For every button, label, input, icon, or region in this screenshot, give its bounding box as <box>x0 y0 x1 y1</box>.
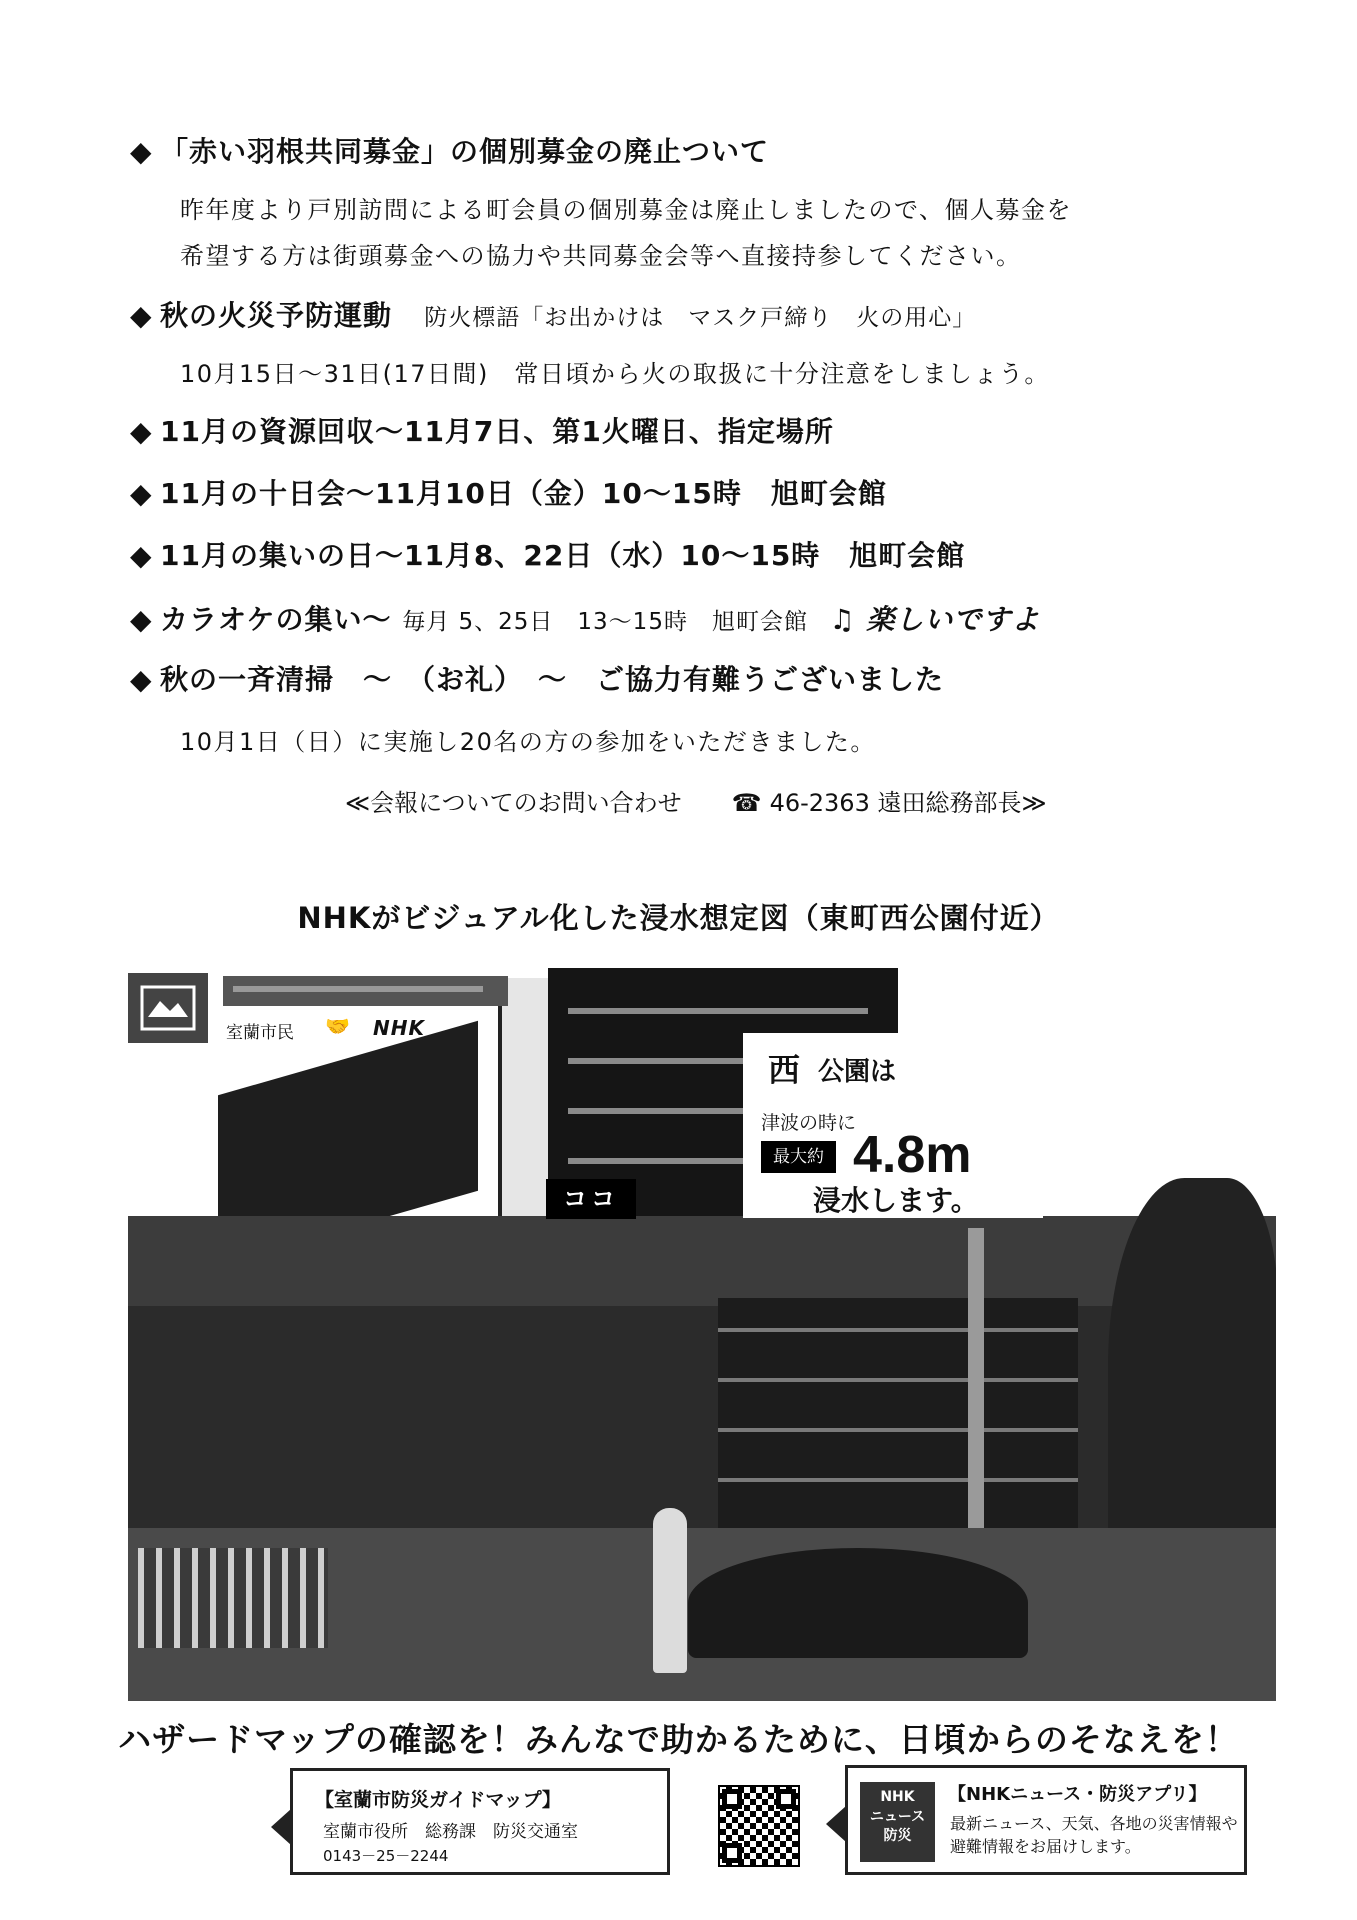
notice-title: 「赤い羽根共同募金」の個別募金の廃止ついて <box>160 135 770 168</box>
notice-title: カラオケの集い～ <box>160 603 392 636</box>
contact-line <box>345 783 1047 818</box>
campaign-banner <box>223 976 508 1006</box>
notice-detail: 希望する方は街頭募金への協力や共同募金会等へ直接持参してください。 <box>180 242 1022 270</box>
diamond-bullet-icon: ◆ <box>130 415 153 448</box>
section-title: NHKがビジュアル化した浸水想定図（東町西公園付近） <box>297 901 1060 935</box>
flood-label: 浸水します。 <box>813 1184 979 1217</box>
qr-finder <box>776 1789 796 1809</box>
photo-fence <box>138 1548 328 1648</box>
telephone-icon: ☎ <box>731 789 762 817</box>
balcony-stripe <box>718 1378 1078 1382</box>
app-icon-line: ニュース <box>869 1808 926 1825</box>
guide-office: 室蘭市役所 総務課 防災交通室 <box>323 1822 578 1842</box>
notice-item <box>130 534 965 574</box>
notice-title: 秋の一斉清掃 ～ （お礼） ～ ご協力有難うございました <box>160 663 945 696</box>
notice-title: 11月の資源回収～11月7日、第1火曜日、指定場所 <box>160 415 834 448</box>
park-kanji: 西 <box>768 1051 801 1089</box>
contact-tel: 46-2363 遠田総務部長≫ <box>769 789 1047 817</box>
notice-item <box>130 598 1040 638</box>
notice-item <box>130 294 976 334</box>
park-label: 公園は <box>818 1057 897 1087</box>
nhk-logo: NHK <box>373 1016 425 1040</box>
photo-apartments <box>718 1298 1078 1548</box>
fire-slogan: 防火標語「お出かけは マスク戸締り 火の用心」 <box>424 305 977 331</box>
notice-detail: 昨年度より戸別訪問による町会員の個別募金は廃止しましたので、個人募金を <box>180 196 1073 224</box>
hazard-slogan: ハザードマップの確認を！みんなで助かるために、日頃からのそなえを！ <box>118 1720 1239 1759</box>
notice-detail: 10月1日（日）に実施し20名の方の参加をいただきました。 <box>180 728 876 756</box>
notice-title: 11月の十日会～11月10日（金）10～15時 旭町会館 <box>160 477 887 510</box>
banner-pattern-icon <box>233 982 493 996</box>
tsunami-label: 津波の時に <box>761 1112 857 1134</box>
notice-title: 11月の集いの日～11月8、22日（水）10～15時 旭町会館 <box>160 539 966 572</box>
qr-finder <box>722 1789 742 1809</box>
guide-map-box <box>290 1768 670 1875</box>
notice-title: 秋の火災予防運動 <box>160 299 393 332</box>
balcony-stripe <box>718 1428 1078 1432</box>
app-description: 最新ニュース、天気、各地の災害情報や避難情報をお届けします。 <box>950 1814 1238 1857</box>
city-label: 室蘭市民 <box>226 1023 294 1043</box>
karaoke-schedule: 毎月 5、25日 13～15時 旭町会館 <box>402 609 808 635</box>
notice-item <box>130 410 834 450</box>
notice-detail: 10月15日～31日(17日間) 常日頃から火の取扱に十分注意をしましょう。 <box>180 360 1050 388</box>
qr-finder <box>722 1843 742 1863</box>
campaign-logo-icon <box>138 983 198 1033</box>
handshake-icon: 🤝 <box>325 1014 350 1038</box>
notice-item <box>130 658 944 698</box>
flood-simulation-photo <box>128 968 1276 1701</box>
karaoke-tagline: ♫ 楽しいですよ <box>829 603 1041 636</box>
app-icon-line: NHK <box>880 1789 915 1805</box>
diamond-bullet-icon: ◆ <box>130 477 153 510</box>
diamond-bullet-icon: ◆ <box>130 299 153 332</box>
photo-water-surface <box>128 1216 1276 1306</box>
contact-label: ≪会報についてのお問い合わせ <box>345 789 682 817</box>
flood-info-card <box>743 1033 1043 1218</box>
app-icon-line: 防災 <box>883 1828 912 1845</box>
diamond-bullet-icon: ◆ <box>130 539 153 572</box>
guide-tel: 0143－25－2244 <box>323 1847 449 1865</box>
nhk-app-icon <box>860 1782 935 1862</box>
diamond-bullet-icon: ◆ <box>130 135 153 168</box>
photo-playground <box>688 1548 1028 1658</box>
photo-person <box>653 1508 687 1673</box>
diamond-bullet-icon: ◆ <box>130 603 153 636</box>
guide-title: 【室蘭市防災ガイドマップ】 <box>315 1789 561 1811</box>
koko-marker: ココ <box>546 1179 636 1219</box>
notice-item <box>130 130 769 170</box>
balcony-stripe <box>718 1328 1078 1332</box>
app-title: 【NHKニュース・防災アプリ】 <box>948 1784 1207 1805</box>
qr-code[interactable] <box>718 1785 800 1867</box>
nhk-app-box <box>845 1765 1247 1875</box>
diamond-bullet-icon: ◆ <box>130 663 153 696</box>
campaign-logo <box>128 973 208 1043</box>
max-badge: 最大約 <box>761 1141 836 1173</box>
notice-item <box>130 472 887 512</box>
balcony-stripe <box>718 1478 1078 1482</box>
balcony-stripe <box>568 1008 868 1014</box>
flood-depth: 4.8m <box>853 1126 972 1184</box>
